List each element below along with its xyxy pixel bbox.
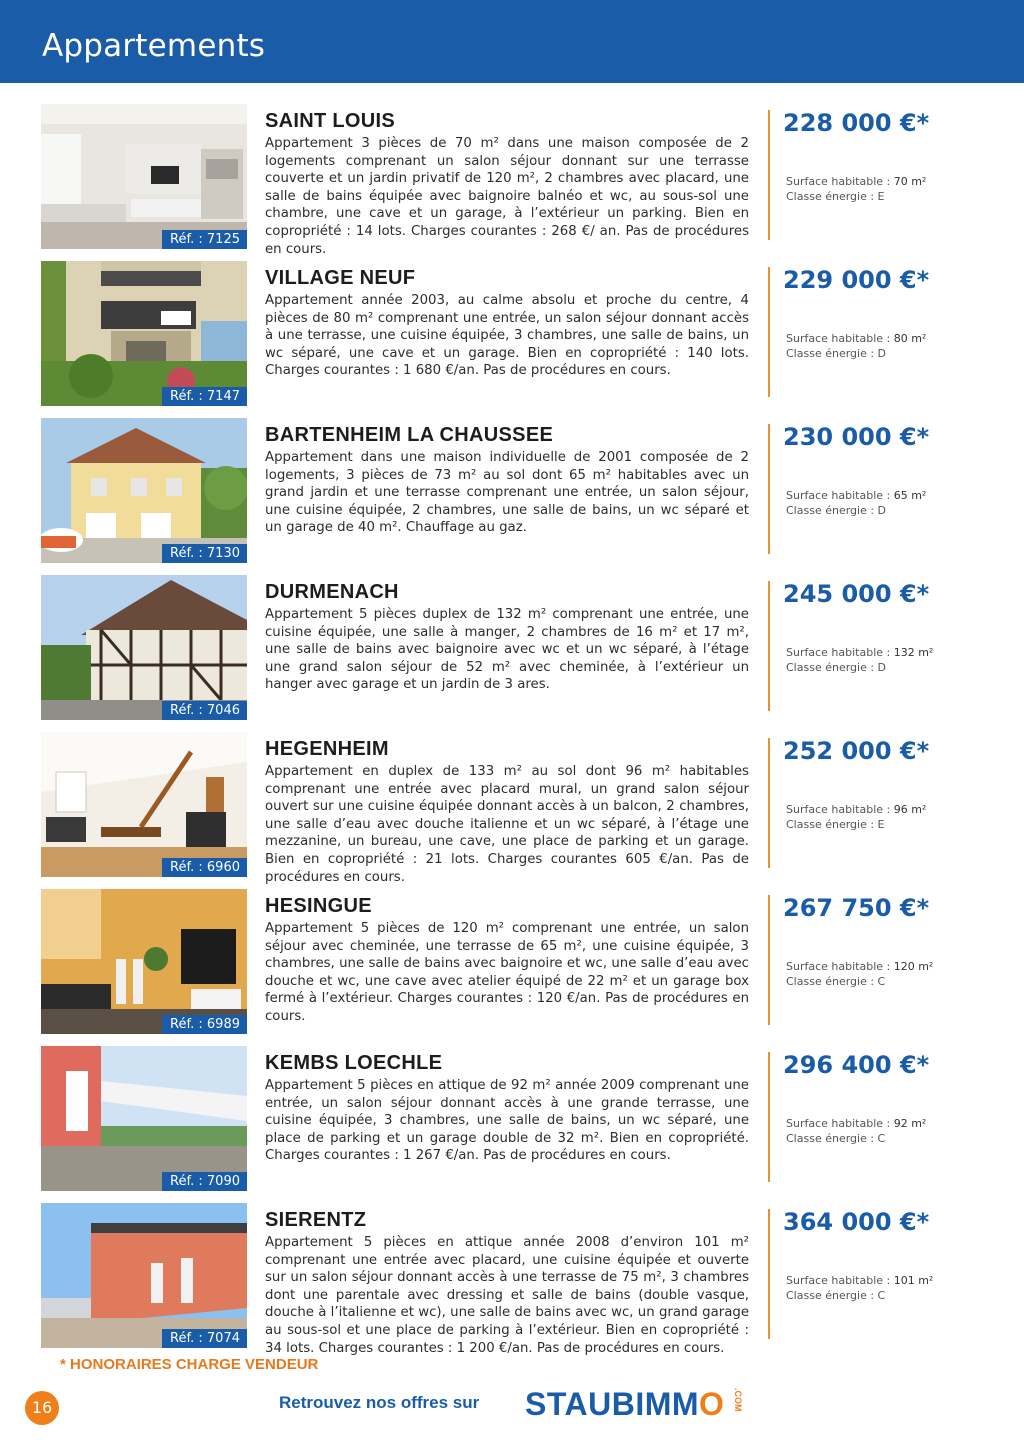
listing-description: Appartement année 2003, au calme absolu et proche du centre, 4 pièces de 80 m² comprenant une entrée, un salon séjour donnant accès à une terrasse, une cuisine équipée, 3 chambres, une salle de bains, un wc séparé, une cave et un garage. Bien en copropriété : 140 lots. Charges courantes : 1 680 €/an. Pas de procédures en cours. xyxy=(265,293,749,379)
divider xyxy=(768,267,770,397)
listing-photo[interactable] xyxy=(41,732,247,877)
energy-class: Classe énergie : D xyxy=(786,504,887,517)
listing-description: Appartement 5 pièces duplex de 132 m² comprenant une entrée, une cuisine équipée, une salle à manger, 2 chambres de 16 m² et 17 m², une salle de bains avec baignoire avec wc et un wc séparé, à l’étage une grand salon séjour de 52 m² avec cheminée, à l’extérieur un hanger avec garage et un jardin de 3 ares. xyxy=(265,607,749,693)
listing-price: 296 400 €* xyxy=(783,1051,930,1079)
listing-price: 228 000 €* xyxy=(783,109,930,137)
listing-price: 229 000 €* xyxy=(783,266,930,294)
listing-specs xyxy=(786,174,926,204)
listing[interactable] xyxy=(0,732,1024,885)
surface-line xyxy=(786,802,926,817)
listing-title: VILLAGE NEUF xyxy=(265,267,416,289)
page-number: 16 xyxy=(25,1391,59,1425)
page-header xyxy=(0,0,1024,83)
surface-value: 70 m² xyxy=(893,175,927,188)
listing-description: Appartement 5 pièces de 120 m² comprenant une entrée, un salon séjour avec cheminée, une terrasse de 65 m², une cuisine équipée, 3 chambres, une salle de bains avec baignoire et wc, une salle d’eau avec douche et wc, une cave avec atelier équipé de 22 m² et un garage box fermé à l’extérieur. Charges courantes : 120 €/an. Pas de procédures en cours. xyxy=(265,921,749,1024)
energy-class: Classe énergie : C xyxy=(786,1289,886,1302)
listing-description: Appartement 5 pièces en attique de 92 m² année 2009 comprenant une entrée, un salon séjour donnant accès à une grande terrasse, une cuisine équipée, 3 chambres, une salle de bains, un wc séparé, une place de parking et un garage double de 32 m². Bien en copropriété. Charges courantes : 1 267 €/an. Pas de procédures en cours. xyxy=(265,1078,749,1164)
surface-value: 132 m² xyxy=(893,646,934,659)
surface-value: 80 m² xyxy=(893,332,927,345)
divider xyxy=(768,895,770,1025)
surface-label: Surface habitable : xyxy=(786,803,891,816)
reference-badge: Réf. : 7147 xyxy=(162,387,247,406)
divider xyxy=(768,581,770,711)
energy-class: Classe énergie : E xyxy=(786,818,885,831)
surface-line xyxy=(786,645,933,660)
surface-line xyxy=(786,1273,933,1288)
surface-label: Surface habitable : xyxy=(786,646,891,659)
listing[interactable] xyxy=(0,1203,1024,1356)
listing[interactable] xyxy=(0,418,1024,564)
listing-photo[interactable] xyxy=(41,418,247,563)
listing-price: 245 000 €* xyxy=(783,580,930,608)
logo-domain: .COM xyxy=(733,1388,743,1412)
listing-price: 364 000 €* xyxy=(783,1208,930,1236)
logo-text: STAUBIMM xyxy=(525,1386,700,1422)
listing[interactable] xyxy=(0,1046,1024,1192)
energy-class: Classe énergie : D xyxy=(786,661,887,674)
surface-label: Surface habitable : xyxy=(786,332,891,345)
listing-photo[interactable] xyxy=(41,261,247,406)
surface-label: Surface habitable : xyxy=(786,1117,891,1130)
listing-description: Appartement en duplex de 133 m² au sol dont 96 m² habitables comprenant une entrée avec placard mural, un grand salon séjour ouvert sur une cuisine équipée donnant accès à un balcon, 2 chambres, une salle d’eau avec douche italienne et un wc séparé, à l’étage une mezzanine, un bureau, une cave, une place de parking et un garage. Bien en copropriété : 21 lots. Charges courantes 605 €/an. Pas de procédures en cours. xyxy=(265,764,749,885)
listing-specs xyxy=(786,1273,933,1303)
energy-class: Classe énergie : C xyxy=(786,1132,886,1145)
listing-title: SAINT LOUIS xyxy=(265,110,395,132)
reference-badge: Réf. : 6989 xyxy=(162,1015,247,1034)
logo-text-o: O xyxy=(699,1386,725,1422)
surface-value: 92 m² xyxy=(893,1117,927,1130)
listing-photo[interactable] xyxy=(41,104,247,249)
listing-title: HESINGUE xyxy=(265,895,372,917)
surface-label: Surface habitable : xyxy=(786,960,891,973)
listing[interactable] xyxy=(0,261,1024,407)
listing-title: HEGENHEIM xyxy=(265,738,389,760)
listing-price: 230 000 €* xyxy=(783,423,930,451)
listing-specs xyxy=(786,488,926,518)
divider xyxy=(768,1052,770,1182)
listing-specs xyxy=(786,645,933,675)
reference-badge: Réf. : 7074 xyxy=(162,1329,247,1348)
staubimmo-logo[interactable] xyxy=(525,1386,743,1422)
reference-badge: Réf. : 6960 xyxy=(162,858,247,877)
surface-label: Surface habitable : xyxy=(786,1274,891,1287)
listing-specs xyxy=(786,802,926,832)
listing-specs xyxy=(786,331,926,361)
listing-description: Appartement 3 pièces de 70 m² dans une maison composée de 2 logements comprenant un salon séjour donnant sur une terrasse couverte et un jardin privatif de 120 m², 2 chambres avec placard, une salle de bains équipée avec baignoire balnéo et wc, au sous-sol une chambre, une cave et un garage, à l’extérieur un parking. Bien en copropriété : 14 lots. Charges courantes : 268 €/ an. Pas de procédures en cours. xyxy=(265,136,749,257)
listing-price: 267 750 €* xyxy=(783,894,930,922)
listing-photo[interactable] xyxy=(41,889,247,1034)
divider xyxy=(768,1209,770,1339)
listing-title: KEMBS LOECHLE xyxy=(265,1052,443,1074)
listing-specs xyxy=(786,959,933,989)
surface-line xyxy=(786,1116,926,1131)
listing-title: DURMENACH xyxy=(265,581,399,603)
surface-label: Surface habitable : xyxy=(786,489,891,502)
listing-description: Appartement dans une maison individuelle de 2001 composée de 2 logements, 3 pièces de 73 m² au sol dont 65 m² habitables avec un grand jardin et une terrasse comprenant une entrée, un salon séjour, une cuisine équipée, 2 chambres, une salle de bains, un wc séparé et un garage de 40 m². Chauffage au gaz. xyxy=(265,450,749,536)
listing-title: SIERENTZ xyxy=(265,1209,367,1231)
surface-label: Surface habitable : xyxy=(786,175,891,188)
surface-line xyxy=(786,959,933,974)
website-tagline: Retrouvez nos offres sur xyxy=(279,1393,480,1412)
reference-badge: Réf. : 7046 xyxy=(162,701,247,720)
divider xyxy=(768,110,770,240)
energy-class: Classe énergie : E xyxy=(786,190,885,203)
energy-class: Classe énergie : C xyxy=(786,975,886,988)
page-title: Appartements xyxy=(42,28,266,64)
listing-price: 252 000 €* xyxy=(783,737,930,765)
listing-specs xyxy=(786,1116,926,1146)
surface-value: 65 m² xyxy=(893,489,927,502)
energy-class: Classe énergie : D xyxy=(786,347,887,360)
surface-value: 96 m² xyxy=(893,803,927,816)
listing-description: Appartement 5 pièces en attique année 2008 d’environ 101 m² comprenant une entrée avec placard, une cuisine équipée et ouverte sur un salon séjour donnant accès à une terrasse de 75 m², 3 chambres dont une parentale avec dressing et salle de bains (double vasque, douche à l’italienne et wc), une salle de bains avec wc, un grand garage au sous-sol et une place de parking à l’extérieur. Bien en copropriété : 34 lots. Charges courantes : 1 200 €/an. Pas de procédures en cours. xyxy=(265,1235,749,1356)
listing[interactable] xyxy=(0,104,1024,257)
listing[interactable] xyxy=(0,889,1024,1035)
divider xyxy=(768,738,770,868)
divider xyxy=(768,424,770,554)
listing-photo[interactable] xyxy=(41,1203,247,1348)
listing[interactable] xyxy=(0,575,1024,721)
logo-wordmark xyxy=(525,1386,724,1423)
listing-title: BARTENHEIM LA CHAUSSEE xyxy=(265,424,554,446)
listing-photo[interactable] xyxy=(41,575,247,720)
listing-photo[interactable] xyxy=(41,1046,247,1191)
reference-badge: Réf. : 7125 xyxy=(162,230,247,249)
reference-badge: Réf. : 7090 xyxy=(162,1172,247,1191)
surface-value: 120 m² xyxy=(893,960,934,973)
fees-footnote: * HONORAIRES CHARGE VENDEUR xyxy=(60,1356,319,1373)
surface-line xyxy=(786,331,926,346)
surface-line xyxy=(786,174,926,189)
surface-value: 101 m² xyxy=(893,1274,934,1287)
surface-line xyxy=(786,488,926,503)
reference-badge: Réf. : 7130 xyxy=(162,544,247,563)
